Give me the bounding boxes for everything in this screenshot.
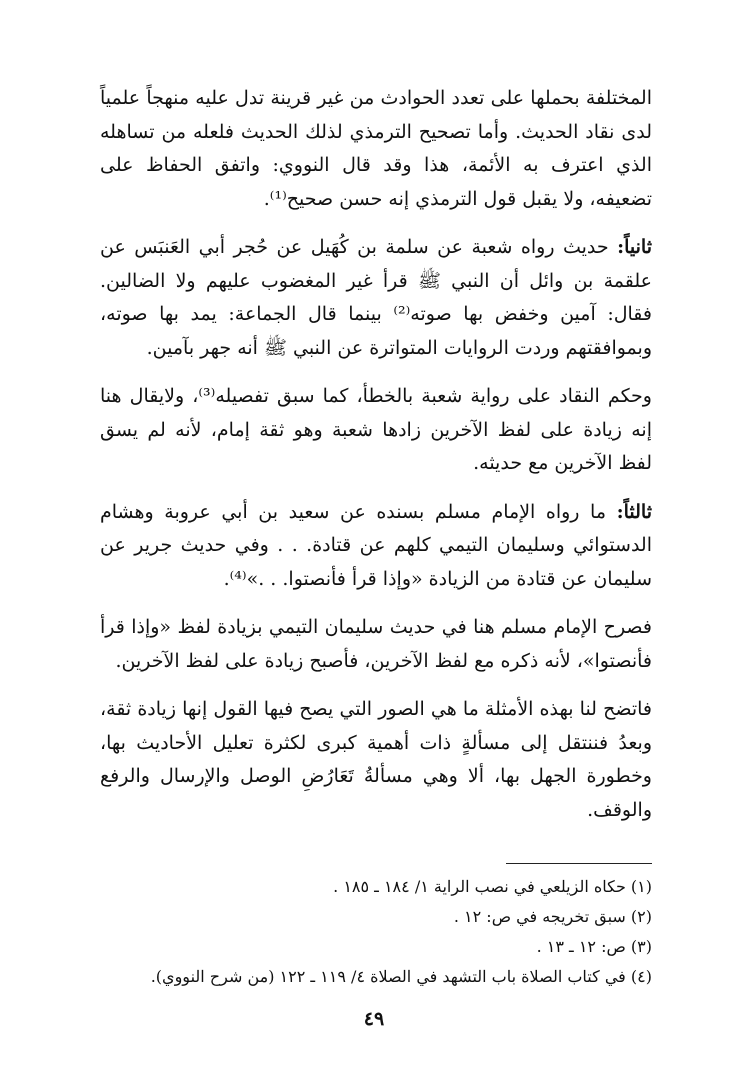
- paragraph-3: [100, 380, 652, 481]
- footnote-1: (١) حكاه الزيلعي في نصب الراية ١/ ١٨٤ ـ ١٨٥ .: [333, 877, 652, 896]
- paragraph-1: [100, 82, 652, 216]
- paragraph-6: [100, 693, 652, 827]
- page-number: ٤٩: [363, 1008, 385, 1030]
- paragraph-4: [100, 496, 652, 597]
- paragraph-5: [100, 611, 652, 678]
- paragraph-text: وحكم النقاد على رواية شعبة بالخطأ، كما سبق تفصيله⁽³⁾، ولايقال هنا إنه زيادة على لفظ الآخرين زادها شعبة وهو ثقة إمام، لأنه لم يسق لفظ الآخرين مع حديثه.: [100, 385, 652, 474]
- paragraph-text: فصرح الإمام مسلم هنا في حديث سليمان التيمي بزيادة لفظ «وإذا قرأ فأنصتوا»، لأنه ذكره مع لفظ الآخرين، فأصبح زيادة على لفظ الآخرين.: [100, 616, 652, 672]
- paragraph-text: ما رواه الإمام مسلم بسنده عن سعيد بن أبي عروبة وهشام الدستوائي وسليمان التيمي كلهم عن قتادة. . . وفي حديث جرير عن سليمان عن قتادة من الزيادة «وإذا قرأ فأنصتوا. . .»⁽⁴⁾.: [100, 500, 652, 590]
- main-text: [100, 82, 652, 842]
- paragraph-lead: ثالثاً:: [616, 500, 652, 523]
- paragraph-text: فاتضح لنا بهذه الأمثلة ما هي الصور التي يصح فيها القول إنها زيادة ثقة، وبعدُ فننتقل إلى مسألةٍ ذات أهمية كبرى لكثرة تعليل الأحاديث بها، وخطورة الجهل بها، ألا وهي مسألةُ تَعَارُضِ الوصل والإرسال والرفع والوقف.: [100, 698, 652, 821]
- footnotes: [100, 872, 652, 992]
- footnote-4: (٤) في كتاب الصلاة باب التشهد في الصلاة ٤/ ١١٩ ـ ١٢٢ (من شرح النووي).: [150, 967, 652, 986]
- paragraph-lead: ثانياً:: [617, 236, 652, 258]
- footnote-2: (٢) سبق تخريجه في ص: ١٢ .: [453, 907, 652, 926]
- paragraph-text: المختلفة بحملها على تعدد الحوادث من غير قرينة تدل عليه منهجاً علمياً لدى نقاد الحديث. وأما تصحيح الترمذي لذلك الحديث فلعله من تساهله الذي اعترف به الأئمة، هذا وقد قال النووي: واتفق الحفاظ على تضعيفه، ولا يقبل قول الترمذي إنه حسن صحيح⁽¹⁾.: [100, 87, 652, 210]
- footnote-3: (٣) ص: ١٢ ـ ١٣ .: [536, 937, 652, 956]
- paragraph-2: [100, 231, 652, 365]
- footnote-divider: [506, 863, 652, 864]
- paragraph-text: حديث رواه شعبة عن سلمة بن كُهَيل عن حُجر أبي العَنبَس عن علقمة بن وائل أن النبي ﷺ قرأ غير المغضوب عليهم ولا الضالين. فقال: آمين وخفض بها صوته⁽²⁾ بينما قال الجماعة: يمد بها صوته، وبموافقتهم وردت الروايات المتواترة عن النبي ﷺ أنه جهر بآمين.: [100, 236, 653, 359]
